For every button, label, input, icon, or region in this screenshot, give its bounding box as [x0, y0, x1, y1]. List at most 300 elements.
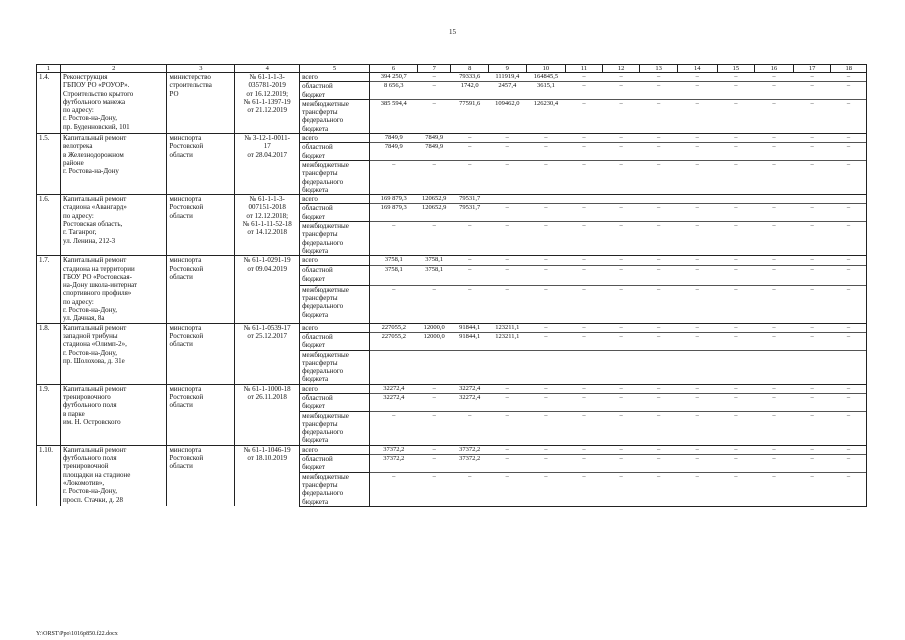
cell-value: – [418, 99, 451, 133]
table-row [37, 323, 867, 332]
cell-value: 3758,1 [370, 256, 418, 266]
text-line: просп. Стачки, д. 28 [63, 495, 124, 504]
text-line: бюджет [302, 212, 325, 221]
cell-value: – [602, 445, 640, 454]
cell-value: 77591,6 [451, 99, 489, 133]
cell-value: – [717, 266, 755, 285]
cell-value: – [831, 99, 867, 133]
text-line: межбюджетные [302, 222, 349, 231]
column-number: 8 [451, 65, 489, 73]
cell-value: – [793, 266, 831, 285]
text-line: областной [302, 266, 333, 275]
cell-value: – [640, 222, 678, 256]
column-number: 3 [167, 65, 235, 73]
text-line: области [169, 462, 193, 471]
text-line: западной трибуны [63, 331, 118, 340]
cell-value: – [602, 472, 640, 506]
text-line: спортивного профиля» [63, 289, 132, 298]
cell-value: 227055,2 [370, 323, 418, 332]
cell-value: – [526, 204, 566, 222]
cell-value: – [489, 411, 527, 445]
text-line: от 25.12.2017 [247, 331, 288, 340]
text-line: Ростовской [169, 454, 204, 463]
cell-value: – [755, 143, 794, 161]
cell-value: 126230,4 [526, 99, 566, 133]
text-line: от 28.04.2017 [247, 150, 288, 159]
cell-value: – [793, 393, 831, 411]
cell-value: – [755, 384, 794, 393]
text-line: г. Ростов-на-Дону, [63, 114, 117, 123]
cell-value: – [566, 160, 603, 194]
cell-value [602, 195, 640, 204]
cell-value: – [526, 160, 566, 194]
text-line: футбольного поля [63, 401, 117, 410]
column-number: 17 [793, 65, 831, 73]
cell-value [526, 195, 566, 204]
text-line: футбольного манежа [63, 97, 126, 106]
cell-value: 3615,1 [526, 82, 566, 100]
cell-value: – [755, 323, 794, 332]
cell-value: – [418, 73, 451, 82]
cell-value: – [602, 143, 640, 161]
cell-value: – [526, 134, 566, 143]
cell-value [566, 195, 603, 204]
text-line: Капитальный ремонт [63, 384, 127, 393]
text-line: минспорта [169, 445, 202, 454]
cell-value: 8 656,3 [370, 82, 418, 100]
cell-value: 123211,1 [489, 323, 527, 332]
cell-value: – [640, 266, 678, 285]
cell-value: – [677, 256, 717, 266]
text-line: в Железнодорожном [63, 150, 124, 159]
cell-value: – [755, 222, 794, 256]
cell-value: – [793, 445, 831, 454]
cell-value: – [526, 384, 566, 393]
cell-value: – [677, 73, 717, 82]
text-line: Ростовской [169, 142, 204, 151]
cell-value: 120652,9 [418, 195, 451, 204]
cell-value: – [677, 266, 717, 285]
cell-value: – [640, 99, 678, 133]
cell-value: – [755, 99, 794, 133]
cell-value: – [526, 393, 566, 411]
text-line: Капитальный ремонт [63, 256, 127, 265]
cell-value: 3758,1 [418, 256, 451, 266]
text-line: № 61-1-11-52-18 [242, 220, 292, 229]
cell-value: – [566, 384, 603, 393]
text-line: Капитальный ремонт [63, 445, 127, 454]
cell-value: – [602, 455, 640, 473]
text-line: ул. Дачная, 8а [63, 314, 105, 323]
cell-value: 3758,1 [418, 266, 451, 285]
cell-org [167, 195, 235, 256]
cell-value: – [677, 472, 717, 506]
cell-value: 91844,1 [451, 332, 489, 350]
cell-value: – [831, 82, 867, 100]
cell-value: – [677, 82, 717, 100]
cell-value: – [526, 285, 566, 323]
cell-value: 1742,0 [451, 82, 489, 100]
column-number: 4 [235, 65, 300, 73]
text-line: Строительство крытого [63, 89, 134, 98]
cell-funding-source [300, 393, 370, 411]
cell-value: – [640, 393, 678, 411]
cell-id: 1.8. [37, 323, 61, 384]
text-line: ул. Ленина, 212-3 [63, 236, 116, 245]
cell-value: – [566, 82, 603, 100]
cell-value: – [451, 222, 489, 256]
text-line: Ростовской [169, 264, 204, 273]
cell-funding-source [300, 266, 370, 285]
cell-value [717, 195, 755, 204]
cell-funding-source [300, 143, 370, 161]
page-number: 15 [449, 28, 456, 36]
cell-value: – [418, 455, 451, 473]
cell-value: – [717, 393, 755, 411]
cell-value: – [717, 256, 755, 266]
cell-value: – [489, 472, 527, 506]
text-line: межбюджетные [302, 472, 349, 481]
text-line: г. Ростова-на-Дону [63, 167, 119, 176]
text-line: бюджета [302, 246, 329, 255]
cell-funding-source [300, 160, 370, 194]
text-line: № 61-1-1-3- [249, 73, 285, 81]
cell-value: – [831, 222, 867, 256]
text-line: Ростовской [169, 392, 204, 401]
cell-value: – [793, 99, 831, 133]
cell-value: – [451, 160, 489, 194]
cell-id: 1.9. [37, 384, 61, 445]
cell-funding-source [300, 285, 370, 323]
cell-value: – [602, 285, 640, 323]
cell-value: 32272,4 [451, 384, 489, 393]
cell-value: – [566, 143, 603, 161]
cell-docs [235, 195, 300, 256]
cell-value: – [793, 455, 831, 473]
cell-id: 1.5. [37, 134, 61, 195]
cell-value: – [793, 411, 831, 445]
cell-value: 79531,7 [451, 204, 489, 222]
cell-value: – [677, 384, 717, 393]
cell-value: – [640, 472, 678, 506]
cell-value: – [793, 472, 831, 506]
text-line: г. Ростов-на-Дону, [63, 306, 117, 315]
cell-value: – [526, 266, 566, 285]
cell-value: – [489, 160, 527, 194]
cell-value: – [418, 82, 451, 100]
cell-value: – [755, 134, 794, 143]
text-line: площадки на стадионе [63, 470, 131, 479]
text-line: всего [302, 195, 318, 204]
cell-value: – [418, 160, 451, 194]
text-line: 17 [263, 142, 271, 151]
cell-value: – [526, 411, 566, 445]
cell-value: – [831, 455, 867, 473]
cell-value: – [602, 82, 640, 100]
text-line: бюджет [302, 274, 325, 283]
cell-value: – [793, 204, 831, 222]
cell-org [167, 73, 235, 134]
cell-value: – [831, 393, 867, 411]
text-line: бюджет [302, 341, 325, 350]
text-line: области [169, 401, 193, 410]
column-number-row [37, 65, 867, 73]
cell-funding-source [300, 472, 370, 506]
text-line: РО [169, 89, 179, 98]
text-line: Капитальный ремонт [63, 195, 127, 204]
text-line: г. Ростов-на-Дону, [63, 348, 117, 357]
cell-value: – [717, 323, 755, 332]
cell-value [717, 350, 755, 384]
text-line: областной [302, 455, 333, 464]
cell-value: – [793, 134, 831, 143]
cell-value: 111919,4 [489, 73, 527, 82]
cell-value: – [755, 472, 794, 506]
cell-value [640, 350, 678, 384]
cell-funding-source [300, 384, 370, 393]
text-line: № 61-1-1046-19 [243, 445, 291, 454]
cell-value: – [717, 411, 755, 445]
text-line: федерального [302, 116, 344, 125]
cell-value: – [566, 323, 603, 332]
text-line: всего [302, 323, 318, 332]
text-line: бюджета [302, 310, 329, 319]
text-line: 035781-2019 [248, 81, 286, 90]
cell-id: 1.10. [37, 445, 61, 506]
cell-value: – [489, 455, 527, 473]
cell-value [831, 195, 867, 204]
text-line: «Локомотив», [63, 478, 105, 487]
column-number: 5 [300, 65, 370, 73]
text-line: трансферты [302, 419, 338, 428]
cell-value: – [602, 73, 640, 82]
cell-value: – [717, 143, 755, 161]
cell-value: – [717, 99, 755, 133]
column-number: 12 [602, 65, 640, 73]
cell-funding-source [300, 323, 370, 332]
cell-value: – [602, 411, 640, 445]
cell-value [640, 195, 678, 204]
cell-value: 7849,9 [418, 134, 451, 143]
cell-value: – [831, 160, 867, 194]
cell-funding-source [300, 350, 370, 384]
cell-value: 37372,2 [451, 455, 489, 473]
text-line: футбольного поля [63, 454, 117, 463]
text-line: бюджет [302, 151, 325, 160]
text-line: бюджет [302, 402, 325, 411]
text-line: федерального [302, 428, 344, 437]
text-line: бюджета [302, 497, 329, 506]
text-line: всего [302, 256, 318, 265]
cell-org [167, 323, 235, 384]
cell-value: – [451, 143, 489, 161]
cell-name [61, 256, 167, 323]
text-line: тренировочной [63, 462, 109, 471]
cell-value: – [526, 472, 566, 506]
cell-value: – [526, 332, 566, 350]
cell-value: – [602, 266, 640, 285]
text-line: им. Н. Островского [63, 417, 121, 426]
cell-value: 79333,6 [451, 73, 489, 82]
table-row [37, 134, 867, 143]
cell-value: – [831, 411, 867, 445]
text-line: межбюджетные [302, 99, 349, 108]
cell-value: – [370, 472, 418, 506]
cell-value: 37372,2 [451, 445, 489, 454]
cell-value: – [677, 323, 717, 332]
text-line: Ростовской [169, 203, 204, 212]
table-row [37, 73, 867, 82]
cell-value: 109462,0 [489, 99, 527, 133]
cell-funding-source [300, 256, 370, 266]
cell-org [167, 445, 235, 506]
cell-value: – [526, 256, 566, 266]
cell-value: – [566, 256, 603, 266]
cell-value: – [640, 411, 678, 445]
text-line: трансферты [302, 294, 338, 303]
cell-value: – [717, 222, 755, 256]
text-line: федерального [302, 489, 344, 498]
cell-value: – [640, 204, 678, 222]
cell-value: – [489, 393, 527, 411]
cell-value: – [717, 285, 755, 323]
text-line: трансферты [302, 108, 338, 117]
cell-value: 37372,2 [370, 455, 418, 473]
cell-value [489, 350, 527, 384]
cell-value: – [418, 393, 451, 411]
cell-value: – [489, 143, 527, 161]
text-line: велотрека [63, 142, 93, 151]
cell-value: – [526, 143, 566, 161]
text-line: всего [302, 445, 318, 454]
text-line: пр. Буденновский, 101 [63, 122, 130, 131]
cell-value: – [755, 266, 794, 285]
text-line: Ростовской [169, 331, 204, 340]
cell-funding-source [300, 195, 370, 204]
cell-value: – [831, 384, 867, 393]
cell-name [61, 323, 167, 384]
column-number: 10 [526, 65, 566, 73]
text-line: от 26.11.2018 [247, 392, 287, 401]
text-line: г. Ростов-на-Дону, [63, 487, 117, 496]
cell-value: – [831, 134, 867, 143]
column-number: 13 [640, 65, 678, 73]
cell-value: – [831, 204, 867, 222]
text-line: минспорта [169, 195, 202, 204]
cell-name [61, 384, 167, 445]
cell-value [602, 350, 640, 384]
text-line: областной [302, 82, 333, 91]
cell-value: 164845,5 [526, 73, 566, 82]
cell-value: – [566, 285, 603, 323]
cell-value: – [793, 143, 831, 161]
text-line: № 61-1-1397-19 [243, 97, 291, 106]
cell-value: – [370, 160, 418, 194]
cell-funding-source [300, 455, 370, 473]
cell-value: – [566, 472, 603, 506]
text-line: 007151-2018 [248, 203, 286, 212]
cell-value: – [489, 384, 527, 393]
text-line: № 3-12-1-0011- [244, 134, 290, 143]
cell-value: 32272,4 [370, 384, 418, 393]
cell-docs [235, 384, 300, 445]
cell-value: – [640, 82, 678, 100]
cell-value: – [717, 134, 755, 143]
cell-value: 169 879,3 [370, 204, 418, 222]
cell-value: – [566, 99, 603, 133]
table-row [37, 445, 867, 454]
text-line: областной [302, 332, 333, 341]
cell-value [566, 350, 603, 384]
cell-value: – [755, 411, 794, 445]
text-line: области [169, 272, 193, 281]
text-line: областной [302, 393, 333, 402]
text-line: от 21.12.2019 [247, 106, 288, 115]
cell-value: – [370, 411, 418, 445]
cell-value: – [451, 285, 489, 323]
cell-value: – [602, 222, 640, 256]
cell-value: – [677, 285, 717, 323]
text-line: № 61-1-1-3- [249, 195, 285, 204]
cell-docs [235, 134, 300, 195]
text-line: стадиона на территории [63, 264, 135, 273]
cell-org [167, 134, 235, 195]
text-line: межбюджетные [302, 411, 349, 420]
cell-value: 7849,9 [370, 134, 418, 143]
cell-value: – [831, 445, 867, 454]
cell-value: – [831, 256, 867, 266]
cell-value: – [566, 266, 603, 285]
table-row [37, 384, 867, 393]
cell-value: – [793, 160, 831, 194]
cell-value: – [755, 160, 794, 194]
text-line: Реконструкция [63, 73, 108, 81]
cell-value: – [418, 411, 451, 445]
cell-value: – [640, 73, 678, 82]
text-line: бюджета [302, 124, 329, 133]
cell-value: – [526, 323, 566, 332]
cell-value: – [640, 285, 678, 323]
cell-funding-source [300, 99, 370, 133]
cell-value: – [831, 472, 867, 506]
text-line: ГБОУ РО «Ростовская- [63, 272, 132, 281]
column-number: 2 [61, 65, 167, 73]
cell-value: – [640, 332, 678, 350]
cell-funding-source [300, 134, 370, 143]
cell-value: – [677, 332, 717, 350]
column-number: 16 [755, 65, 794, 73]
cell-funding-source [300, 82, 370, 100]
cell-value: – [831, 285, 867, 323]
cell-value: – [717, 160, 755, 194]
cell-value: – [566, 445, 603, 454]
cell-value: – [677, 99, 717, 133]
cell-value: – [677, 143, 717, 161]
text-line: бюджета [302, 375, 329, 384]
cell-value: – [451, 411, 489, 445]
cell-name [61, 73, 167, 134]
cell-value: 12000,0 [418, 332, 451, 350]
text-line: всего [302, 384, 318, 393]
cell-value: – [677, 445, 717, 454]
text-line: по адресу: [63, 211, 94, 220]
text-line: всего [302, 134, 318, 143]
cell-value: 2457,4 [489, 82, 527, 100]
cell-value [677, 195, 717, 204]
column-number: 18 [831, 65, 867, 73]
text-line: области [169, 211, 193, 220]
text-line: по адресу: [63, 297, 94, 306]
